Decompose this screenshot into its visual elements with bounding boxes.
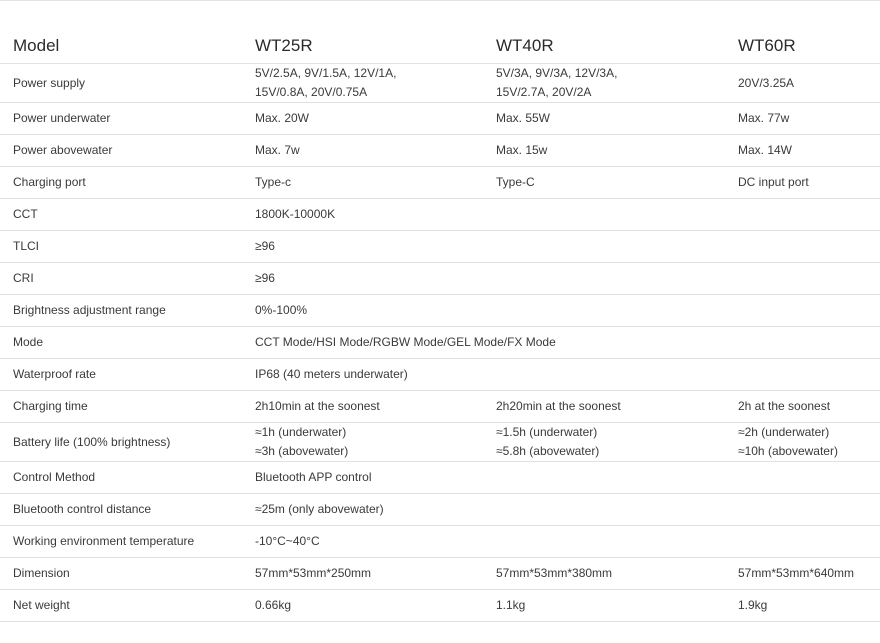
row-label: Waterproof rate: [0, 359, 255, 391]
table-row: [0, 199, 880, 231]
value-cell-wt60r: [738, 391, 880, 423]
value-line: Max. 77w: [738, 111, 790, 125]
value-cell-wt25r: [255, 327, 556, 359]
value-line: 1800K-10000K: [255, 207, 336, 221]
row-label: Charging port: [0, 167, 255, 199]
row-label: Power abovewater: [0, 135, 255, 167]
value-cell-wt25r: [255, 526, 496, 558]
value-line: 0.66kg: [255, 598, 292, 612]
value-cell-wt60r: [738, 494, 880, 526]
value-cell-wt40r: [496, 391, 738, 423]
value-cell-wt40r: [496, 135, 738, 167]
header-model-wt40r: WT40R: [496, 29, 738, 64]
value-line: 5V/3A, 9V/3A, 12V/3A,: [496, 66, 618, 80]
value-cell-wt25r: [255, 199, 496, 231]
value-cell-wt60r: [738, 558, 880, 590]
value-line: 2h at the soonest: [738, 399, 831, 413]
table-row: [0, 231, 880, 263]
row-label: Brightness adjustment range: [0, 295, 255, 327]
value-cell-wt40r: [496, 103, 738, 135]
table-row: [0, 167, 880, 199]
value-line: 1.9kg: [738, 598, 768, 612]
value-line: ≈2h (underwater): [738, 425, 830, 439]
value-cell-wt25r: [255, 462, 496, 494]
value-line: 15V/2.7A, 20V/2A: [496, 85, 592, 99]
value-cell-wt60r: [738, 526, 880, 558]
value-cell-wt25r: [255, 558, 496, 590]
header-label: Model: [0, 29, 255, 64]
row-label: Net weight: [0, 590, 255, 622]
value-line: Max. 15w: [496, 143, 548, 157]
value-line: ≈1h (underwater): [255, 425, 347, 439]
value-cell-wt60r: [738, 590, 880, 622]
value-cell-wt25r: [255, 494, 496, 526]
value-line: 57mm*53mm*250mm: [255, 566, 372, 580]
top-divider: [0, 0, 880, 1]
value-line: 57mm*53mm*640mm: [738, 566, 855, 580]
value-cell-wt25r: [255, 263, 496, 295]
table-row: [0, 391, 880, 423]
table-row: [0, 494, 880, 526]
value-cell-wt25r: [255, 167, 496, 199]
value-cell-wt40r: [496, 590, 738, 622]
value-cell-wt40r: [496, 494, 738, 526]
row-label: TLCI: [0, 231, 255, 263]
value-cell-wt25r: [255, 231, 496, 263]
value-line: Max. 14W: [738, 143, 793, 157]
table-row: [0, 64, 880, 103]
value-cell-wt40r: [496, 199, 738, 231]
value-cell-wt60r: [738, 167, 880, 199]
row-label: Power underwater: [0, 103, 255, 135]
value-cell-wt40r: [496, 462, 738, 494]
table-row: [0, 462, 880, 494]
value-line: Max. 55W: [496, 111, 551, 125]
table-row: [0, 558, 880, 590]
value-line: ≈10h (abovewater): [738, 444, 838, 458]
value-cell-wt40r: [496, 423, 738, 462]
value-cell-wt60r: [738, 64, 880, 103]
value-cell-wt40r: [496, 359, 738, 391]
value-cell-wt40r: [496, 231, 738, 263]
value-line: 2h20min at the soonest: [496, 399, 621, 413]
row-label: Control Method: [0, 462, 255, 494]
value-line: 1.1kg: [496, 598, 526, 612]
value-cell-wt25r: [255, 590, 496, 622]
table-row: [0, 135, 880, 167]
value-cell-wt60r: [738, 135, 880, 167]
value-line: ≥96: [255, 239, 275, 253]
value-cell-wt60r: [738, 327, 880, 359]
spec-table: [0, 29, 880, 622]
row-label: Battery life (100% brightness): [0, 423, 255, 462]
value-line: 15V/0.8A, 20V/0.75A: [255, 85, 368, 99]
value-cell-wt25r: [255, 423, 496, 462]
value-cell-wt60r: [738, 359, 880, 391]
value-cell-wt40r: [496, 295, 738, 327]
value-cell-wt60r: [738, 295, 880, 327]
value-line: Max. 20W: [255, 111, 310, 125]
value-line: ≈1.5h (underwater): [496, 425, 598, 439]
value-cell-wt60r: [738, 199, 880, 231]
row-label: CCT: [0, 199, 255, 231]
spec-table-body: [0, 64, 880, 622]
value-line: 57mm*53mm*380mm: [496, 566, 613, 580]
value-cell-wt60r: [738, 231, 880, 263]
row-label: Power supply: [0, 64, 255, 103]
header-model-wt60r: WT60R: [738, 29, 880, 64]
value-cell-wt40r: [496, 263, 738, 295]
value-cell-wt60r: [738, 462, 880, 494]
row-label: Mode: [0, 327, 255, 359]
value-cell-wt25r: [255, 103, 496, 135]
table-row: [0, 103, 880, 135]
value-cell-wt40r: [496, 558, 738, 590]
value-cell-wt40r: [496, 167, 738, 199]
value-cell-wt25r: [255, 135, 496, 167]
value-line: ≈5.8h (abovewater): [496, 444, 600, 458]
table-row: [0, 423, 880, 462]
value-line: -10°C~40°C: [255, 534, 320, 548]
table-row: [0, 263, 880, 295]
table-row: [0, 295, 880, 327]
header-model-wt25r: WT25R: [255, 29, 496, 64]
row-label: Bluetooth control distance: [0, 494, 255, 526]
value-line: ≥96: [255, 271, 275, 285]
row-label: Charging time: [0, 391, 255, 423]
value-line: Bluetooth APP control: [255, 470, 372, 484]
table-row: [0, 526, 880, 558]
value-line: 0%-100%: [255, 303, 308, 317]
header-row: [0, 29, 880, 64]
table-row: [0, 590, 880, 622]
value-cell-wt25r: [255, 64, 496, 103]
value-cell-wt40r: [496, 64, 738, 103]
value-line: Max. 7w: [255, 143, 300, 157]
value-line: 2h10min at the soonest: [255, 399, 380, 413]
value-line: IP68 (40 meters underwater): [255, 367, 408, 381]
row-label: Working environment temperature: [0, 526, 255, 558]
row-label: Dimension: [0, 558, 255, 590]
value-line: 5V/2.5A, 9V/1.5A, 12V/1A,: [255, 66, 397, 80]
value-cell-wt60r: [738, 263, 880, 295]
value-cell-wt25r: [255, 391, 496, 423]
value-line: ≈3h (abovewater): [255, 444, 349, 458]
row-label: CRI: [0, 263, 255, 295]
value-cell-wt60r: [738, 423, 880, 462]
value-cell-wt25r: [255, 295, 496, 327]
table-row: [0, 327, 880, 359]
value-line: CCT Mode/HSI Mode/RGBW Mode/GEL Mode/FX Mode: [255, 335, 556, 349]
value-line: 20V/3.25A: [738, 75, 795, 90]
table-row: [0, 359, 880, 391]
value-line: DC input port: [738, 175, 809, 189]
value-cell-wt25r: [255, 359, 496, 391]
value-cell-wt40r: [496, 526, 738, 558]
value-cell-wt60r: [738, 103, 880, 135]
value-line: Type-C: [496, 175, 535, 189]
value-line: Type-c: [255, 175, 292, 189]
value-line: ≈25m (only abovewater): [255, 502, 384, 516]
